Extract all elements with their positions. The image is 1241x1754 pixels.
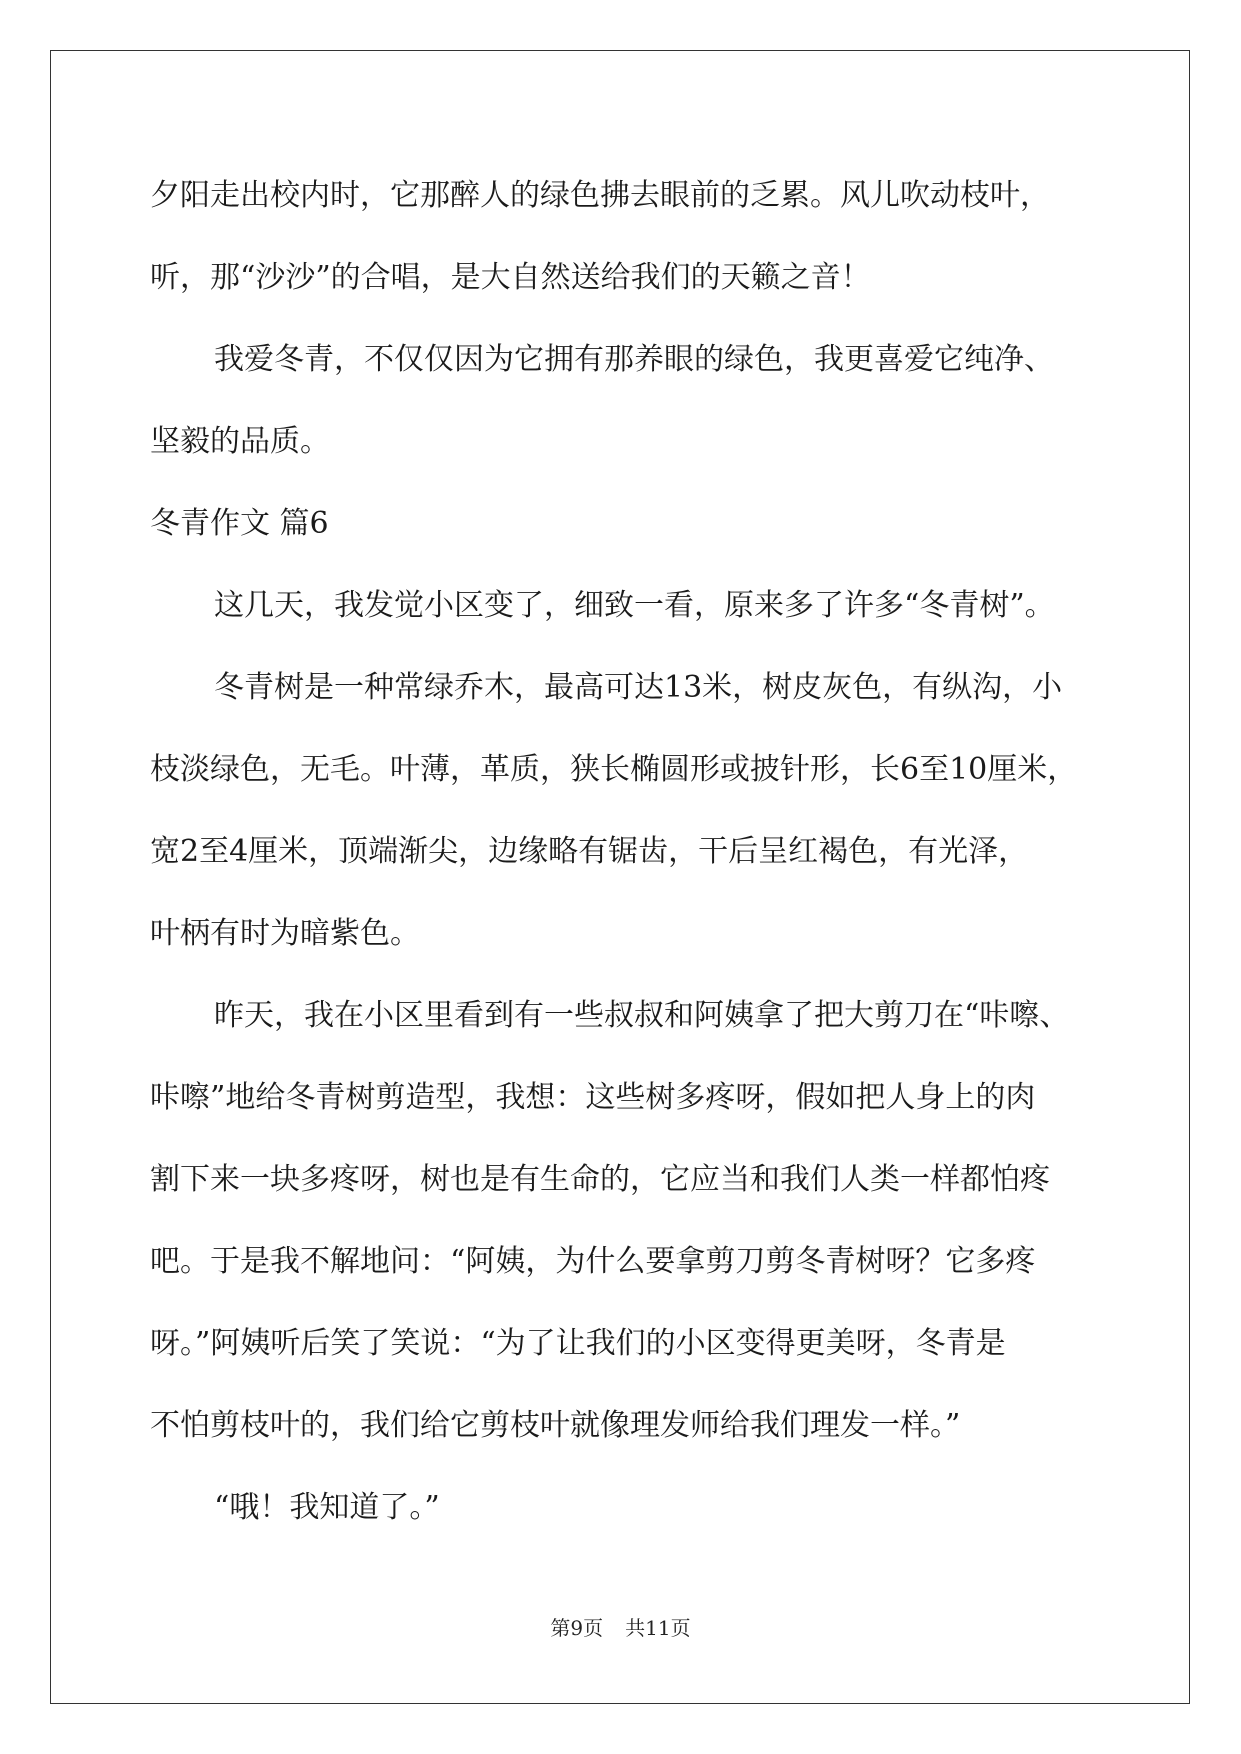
paragraph-line: 冬青树是一种常绿乔木，最高可达13米，树皮灰色，有纵沟，小 bbox=[214, 670, 1063, 705]
text-line: 咔嚓”地给冬青树剪造型，我想：这些树多疼呀，假如把人身上的肉 bbox=[150, 1080, 1036, 1115]
text-line: 坚毅的品质。 bbox=[150, 424, 330, 459]
document-body bbox=[150, 155, 1090, 1549]
text-line: 叶柄有时为暗紫色。 bbox=[150, 916, 420, 951]
text-line: 不怕剪枝叶的，我们给它剪枝叶就像理发师给我们理发一样。” bbox=[150, 1408, 961, 1443]
text-line: 枝淡绿色，无毛。叶薄，革质，狭长椭圆形或披针形，长6至10厘米， bbox=[150, 752, 1078, 787]
text-line: 夕阳走出校内时，它那醉人的绿色拂去眼前的乏累。风儿吹动枝叶， bbox=[150, 178, 1050, 213]
text-line: 听，那“沙沙”的合唱，是大自然送给我们的天籁之音！ bbox=[150, 260, 871, 295]
text-line: 吧。于是我不解地问：“阿姨，为什么要拿剪刀剪冬青树呀？它多疼 bbox=[150, 1244, 1036, 1279]
paragraph-line: 我爱冬青，不仅仅因为它拥有那养眼的绿色，我更喜爱它纯净、 bbox=[214, 342, 1054, 377]
page-number: 第9页 bbox=[550, 1616, 604, 1640]
paragraph-line: “哦！我知道了。” bbox=[214, 1490, 440, 1525]
text-line: 呀。”阿姨听后笑了笑说：“为了让我们的小区变得更美呀，冬青是 bbox=[150, 1326, 1006, 1361]
page-total: 共11页 bbox=[625, 1616, 691, 1640]
text-line: 割下来一块多疼呀，树也是有生命的，它应当和我们人类一样都怕疼 bbox=[150, 1162, 1050, 1197]
paragraph-line: 昨天，我在小区里看到有一些叔叔和阿姨拿了把大剪刀在“咔嚓、 bbox=[214, 998, 1070, 1033]
text-line: 宽2至4厘米，顶端渐尖，边缘略有锯齿，干后呈红褐色，有光泽， bbox=[150, 834, 1029, 869]
paragraph-line: 这几天，我发觉小区变了，细致一看，原来多了许多“冬青树”。 bbox=[214, 588, 1055, 623]
section-heading: 冬青作文 篇6 bbox=[150, 506, 329, 541]
page-footer bbox=[0, 1612, 1241, 1641]
